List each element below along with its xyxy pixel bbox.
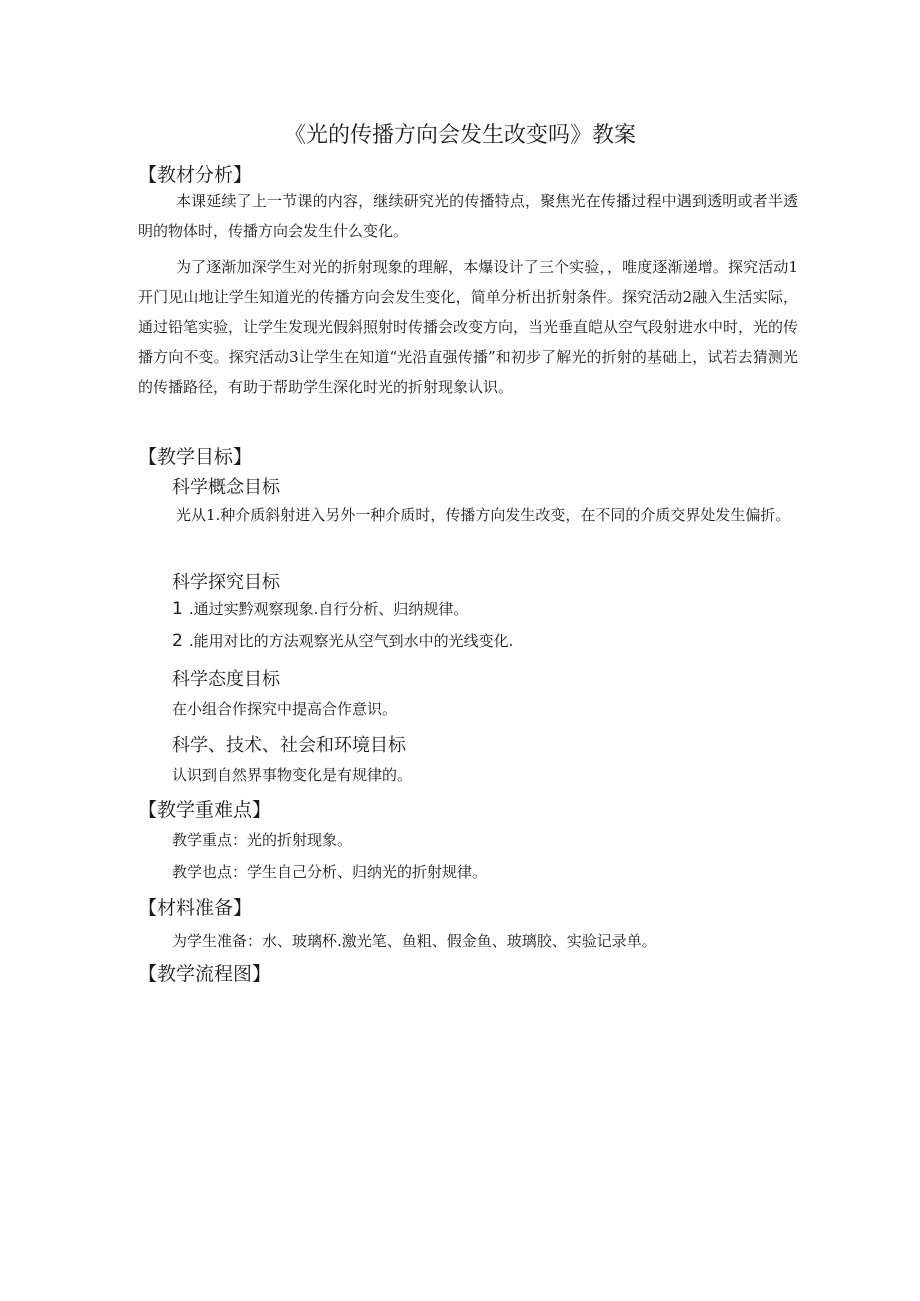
- inquiry-item: [172, 630, 513, 651]
- inquiry-item-number: 2: [172, 631, 183, 651]
- subheading-attitude-objective: 科学态度目标: [172, 669, 280, 690]
- section-heading-key-points: 【教学重难点】: [138, 799, 272, 821]
- materials-text: 为学生准备：水、玻璃杯.激光笔、鱼粗、假金鱼、玻璃胶、实验记录单。: [172, 932, 657, 950]
- section-heading-materials: 【材料准备】: [138, 897, 253, 919]
- inquiry-item-number: 1: [172, 599, 183, 619]
- key-point-text: 教学重点：光的折射现象。: [172, 831, 353, 849]
- subheading-stse-objective: 科学、技术、社会和环境目标: [172, 735, 406, 756]
- attitude-objective-text: 在小组合作探究中提高合作意识。: [172, 700, 398, 718]
- material-analysis-paragraph-2: 为了逐渐加深学生对光的折射现象的理解，本爆设计了三个实验，，唯度逐渐递增。探究活动1开门见山地让学生知道光的传播方向会发生变化，简单分析出折射条件。探究活动2融入生活实际，通过铅笔实验，让学生发现光假斜照射时传播会改变方向，当光垂直皑从空气段射进水中时，光的传播方向不变。探究活动3让学生在知道“光沿直强传播”和初步了解光的折射的基础上，试若去猜测光的传播路径，有助于帮助学生深化时光的折射现象认识。: [138, 258, 799, 396]
- stse-objective-text: 认识到自然界事物变化是有规律的。: [172, 766, 413, 784]
- material-analysis-paragraph-1: 本课延续了上一节课的内容，继续研究光的传播特点，聚焦光在传播过程中遇到透明或者半透明的物体时，传播方向会发生什么变化。: [138, 192, 798, 240]
- concept-objective-text: 光从1.种介质斜射进入另外一种介质时，传播方向发生改变，在不同的介质交界处发生偏折。: [176, 506, 791, 524]
- inquiry-item-text: .通过实黔观察现象.自行分析、归纳规律。: [188, 600, 469, 618]
- subheading-concept-objective: 科学概念目标: [172, 477, 280, 498]
- document-title: 《光的传播方向会发生改变吗》教案: [283, 123, 636, 148]
- difficult-point-text: 教学也点：学生自己分析、归纳光的折射规律。: [172, 863, 488, 881]
- inquiry-item-text: .能用对比的方法观察光从空气到水中的光线变化.: [188, 632, 514, 650]
- subheading-inquiry-objective: 科学探究目标: [172, 572, 280, 593]
- section-heading-material-analysis: 【教材分析】: [138, 164, 253, 186]
- section-heading-objectives: 【教学目标】: [138, 446, 253, 468]
- inquiry-item: [172, 598, 468, 619]
- section-heading-flowchart: 【教学流程图】: [138, 963, 272, 985]
